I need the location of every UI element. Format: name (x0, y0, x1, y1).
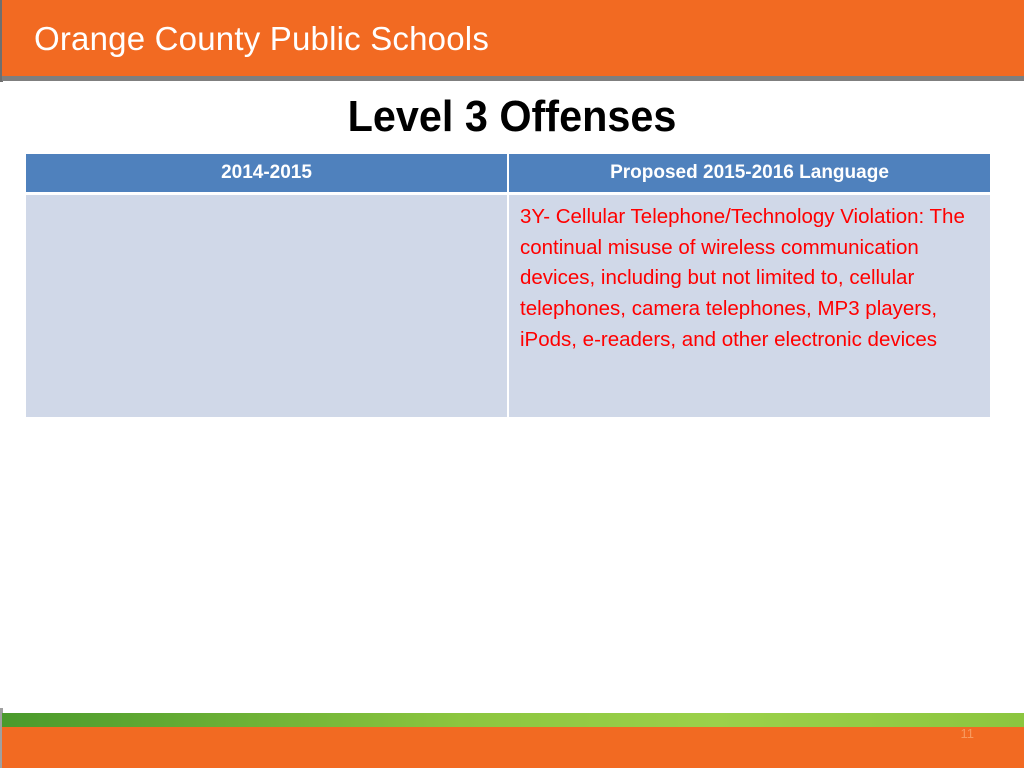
page-number: 11 (960, 726, 974, 741)
table-header-row (26, 154, 990, 194)
proposed-policy-text: 3Y- Cellular Telephone/Technology Violation: The continual misuse of wireless communication devices, including but not limited to, cellular telephones, camera telephones, MP3 players, iPods, e-readers, and other electronic devices (520, 205, 965, 351)
footer-orange-band (2, 727, 1024, 768)
table-cell-proposed-language (508, 194, 990, 418)
table-cell-2014-2015 (26, 194, 508, 418)
organization-title: Orange County Public Schools (34, 20, 490, 57)
footer-green-band (2, 713, 1024, 727)
header-bar (2, 0, 1024, 76)
current-policy-text (26, 195, 507, 202)
offense-comparison-table (26, 154, 990, 417)
column-header-proposed-language: Proposed 2015-2016 Language (508, 154, 990, 194)
column-header-2014-2015: 2014-2015 (26, 154, 508, 194)
slide-title: Level 3 Offenses (347, 92, 677, 141)
table-row (26, 194, 990, 418)
header-divider (2, 76, 1024, 81)
